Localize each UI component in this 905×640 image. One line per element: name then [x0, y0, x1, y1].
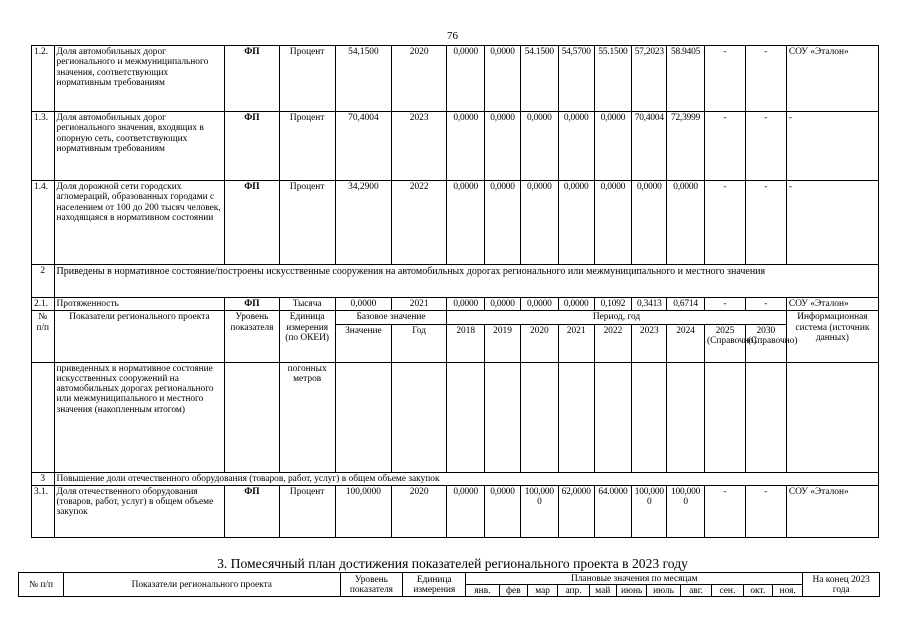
row-3-1-2030: -	[745, 485, 786, 537]
row-2-1-continued	[32, 362, 879, 472]
row-3-1-2021: 62,0000	[558, 485, 594, 537]
indicators-table	[31, 45, 879, 538]
row-3-1-2022: 64.0000	[594, 485, 632, 537]
header-2019: 2019	[485, 324, 521, 362]
plan-month-6: июль	[647, 585, 681, 597]
plan-header-unit: Единица измерения	[403, 573, 466, 597]
header-2021: 2021	[558, 324, 594, 362]
row-1-3-2022: 0,0000	[594, 112, 632, 181]
plan-month-2: мар	[527, 585, 557, 597]
row-1-2-2020: 54.1500	[520, 46, 558, 112]
header-base: Базовое значение	[335, 311, 446, 324]
row-1-3-2025: -	[705, 112, 746, 181]
row-1-4-2030: -	[745, 181, 786, 265]
plan-month-7: авг.	[680, 585, 711, 597]
plan-month-4: май	[589, 585, 616, 597]
row-1-4-level: ФП	[225, 181, 279, 265]
row-1-2-no: 1.2.	[32, 46, 55, 112]
row-3-1-name: Доля отечественного оборудования (товаров, работ, услуг) в общем объеме закупок	[54, 485, 225, 537]
row-2-1-cont-c6	[392, 362, 447, 472]
plan-header-row-1	[19, 573, 880, 585]
row-2-1-no: 2.1.	[32, 298, 55, 311]
monthly-plan-title: 3. Помесячный план достижения показателей регионального проекта в 2023 году	[217, 556, 688, 571]
row-2-1-2025: -	[705, 298, 746, 311]
row-2-1-cont-c11	[594, 362, 632, 472]
row-3-1	[32, 485, 879, 537]
plan-header-no: № п/п	[19, 573, 64, 597]
row-1-3-name: Доля автомобильных дорог регионального значения, входящих в опорную сеть, соответствующих нормативным требованиям	[54, 112, 225, 181]
row-1-3	[32, 112, 879, 181]
row-1-4-2024: 0,0000	[667, 181, 705, 265]
row-1-2-2021: 54,5700	[558, 46, 594, 112]
header-2018: 2018	[447, 324, 485, 362]
section-3-row	[32, 472, 879, 485]
plan-month-5: июнь	[616, 585, 646, 597]
row-1-3-base_value: 70,4004	[335, 112, 391, 181]
header-unit: Единица измерения (по ОКЕИ)	[279, 311, 335, 362]
row-1-2-unit: Процент	[279, 46, 335, 112]
header-2024: 2024	[667, 324, 705, 362]
row-2-1-2020: 0,0000	[520, 298, 558, 311]
row-1-3-2021: 0,0000	[558, 112, 594, 181]
monthly-plan-table	[18, 572, 880, 597]
row-1-4-unit: Процент	[279, 181, 335, 265]
row-1-2-system: СОУ «Эталон»	[786, 46, 878, 112]
row-2-1-2018: 0,0000	[447, 298, 485, 311]
row-2-1-cont-c7	[447, 362, 485, 472]
section-3-title: Повышение доли отечественного оборудования (товаров, работ, услуг) в общем объеме закупок	[54, 472, 879, 485]
row-1-2-2025: -	[705, 46, 746, 112]
row-1-4-2019: 0,0000	[485, 181, 521, 265]
row-2-1-base-year: 2021	[392, 298, 447, 311]
header-2020: 2020	[520, 324, 558, 362]
header-2025: 2025 (Справочно)	[705, 324, 746, 362]
row-2-1-cont-c10	[558, 362, 594, 472]
row-1-4-no: 1.4.	[32, 181, 55, 265]
row-1-2-base_ear: 2020	[392, 46, 447, 112]
plan-month-1: фев	[499, 585, 527, 597]
row-1-2-level: ФП	[225, 46, 279, 112]
plan-header-name: Показатели регионального проекта	[64, 573, 340, 597]
header-period: Период, год	[447, 311, 787, 324]
row-1-4	[32, 181, 879, 265]
row-2-1-cont-c14	[705, 362, 746, 472]
row-2-1-unit: Тысяча	[279, 298, 335, 311]
row-2-1-cont-unit: погонных метров	[279, 362, 335, 472]
row-3-1-level: ФП	[225, 485, 279, 537]
row-3-1-2020: 100,0000	[520, 485, 558, 537]
row-2-1-cont-level	[225, 362, 279, 472]
section-2-no: 2	[32, 265, 55, 298]
row-1-3-2020: 0,0000	[520, 112, 558, 181]
row-3-1-2019: 0,0000	[485, 485, 521, 537]
plan-month-3: апр.	[558, 585, 589, 597]
row-2-1-name: Протяженность	[54, 298, 225, 311]
row-3-1-base-year: 2020	[392, 485, 447, 537]
plan-month-9: окт.	[743, 585, 772, 597]
header-name: Показатели регионального проекта	[54, 311, 225, 362]
plan-header-planned: Плановые значения по месяцам	[466, 573, 803, 585]
plan-header-end: На конец 2023 года	[803, 573, 880, 597]
row-2-1-2024: 0,6714	[667, 298, 705, 311]
row-1-3-unit: Процент	[279, 112, 335, 181]
row-1-3-base_ear: 2023	[392, 112, 447, 181]
row-1-3-2023: 70,4004	[632, 112, 667, 181]
row-1-4-2025: -	[705, 181, 746, 265]
row-1-4-2023: 0,0000	[632, 181, 667, 265]
section-3-no: 3	[32, 472, 55, 485]
row-1-4-2021: 0,0000	[558, 181, 594, 265]
row-3-1-unit: Процент	[279, 485, 335, 537]
header-value: Значение	[335, 324, 391, 362]
page-number: 76	[447, 30, 458, 42]
row-2-1-2022: 0,1092	[594, 298, 632, 311]
row-1-2-2024: 58.9405	[667, 46, 705, 112]
row-1-2-name: Доля автомобильных дорог регионального и межмуниципального значения, соответствующих нормативным требованиям	[54, 46, 225, 112]
row-2-1-cont-c12	[632, 362, 667, 472]
row-2-1-cont-no	[32, 362, 55, 472]
row-1-3-system: -	[786, 112, 878, 181]
plan-month-8: сен.	[712, 585, 743, 597]
row-1-3-2018: 0,0000	[447, 112, 485, 181]
row-1-2-2018: 0,0000	[447, 46, 485, 112]
row-1-4-2018: 0,0000	[447, 181, 485, 265]
row-1-2	[32, 46, 879, 112]
section-2-row	[32, 265, 879, 298]
row-2-1-2021: 0,0000	[558, 298, 594, 311]
row-3-1-2023: 100,0000	[632, 485, 667, 537]
row-2-1-system: СОУ «Эталон»	[786, 298, 878, 311]
row-3-1-system: СОУ «Эталон»	[786, 485, 878, 537]
row-2-1	[32, 298, 879, 311]
row-1-3-2024: 72,3999	[667, 112, 705, 181]
row-2-1-level: ФП	[225, 298, 279, 311]
row-3-1-base-value: 100,0000	[335, 485, 391, 537]
header-level: Уровень показателя	[225, 311, 279, 362]
header-no: № п/п	[32, 311, 55, 362]
row-1-2-2022: 55.1500	[594, 46, 632, 112]
row-2-1-cont-c13	[667, 362, 705, 472]
section-2-title: Приведены в нормативное состояние/построены искусственные сооружения на автомобильных дорогах регионального или межмуниципального и местного значения	[54, 265, 879, 298]
row-1-4-2020: 0,0000	[520, 181, 558, 265]
row-1-2-2023: 57,2023	[632, 46, 667, 112]
row-2-1-cont-c16	[786, 362, 878, 472]
row-1-4-system: -	[786, 181, 878, 265]
row-1-2-2030: -	[745, 46, 786, 112]
row-1-3-no: 1.3.	[32, 112, 55, 181]
row-1-3-2019: 0,0000	[485, 112, 521, 181]
row-2-1-cont-c8	[485, 362, 521, 472]
row-1-3-level: ФП	[225, 112, 279, 181]
row-2-1-2030: -	[745, 298, 786, 311]
repeat-header-row-1	[32, 311, 879, 324]
row-1-2-base_value: 54,1500	[335, 46, 391, 112]
row-2-1-cont-c9	[520, 362, 558, 472]
row-1-4-2022: 0,0000	[594, 181, 632, 265]
plan-month-10: ноя.	[772, 585, 802, 597]
row-2-1-cont-c5	[335, 362, 391, 472]
row-2-1-2019: 0,0000	[485, 298, 521, 311]
row-3-1-2024: 100,0000	[667, 485, 705, 537]
plan-month-0: янв.	[466, 585, 500, 597]
row-3-1-2025: -	[705, 485, 746, 537]
row-2-1-base-value: 0,0000	[335, 298, 391, 311]
row-1-3-2030: -	[745, 112, 786, 181]
row-2-1-cont-c15	[745, 362, 786, 472]
row-1-4-base_ear: 2022	[392, 181, 447, 265]
plan-header-level: Уровень показателя	[340, 573, 403, 597]
row-2-1-2023: 0,3413	[632, 298, 667, 311]
row-1-2-2019: 0,0000	[485, 46, 521, 112]
row-3-1-2018: 0,0000	[447, 485, 485, 537]
header-year: Год	[392, 324, 447, 362]
header-system: Информационная система (источник данных)	[786, 311, 878, 362]
header-2030: 2030 (Справочно)	[745, 324, 786, 362]
header-2022: 2022	[594, 324, 632, 362]
row-2-1-cont-name: приведенных в нормативное состояние искусственных сооружений на автомобильных дорогах регионального или межмуниципального и местного значения (накопленным итогом)	[54, 362, 225, 472]
row-1-4-name: Доля дорожной сети городских агломераций, образованных городами с населением от 100 до 200 тысяч человек, находящаяся в нормативном состоянии	[54, 181, 225, 265]
row-1-4-base_value: 34,2900	[335, 181, 391, 265]
row-3-1-no: 3.1.	[32, 485, 55, 537]
header-2023: 2023	[632, 324, 667, 362]
